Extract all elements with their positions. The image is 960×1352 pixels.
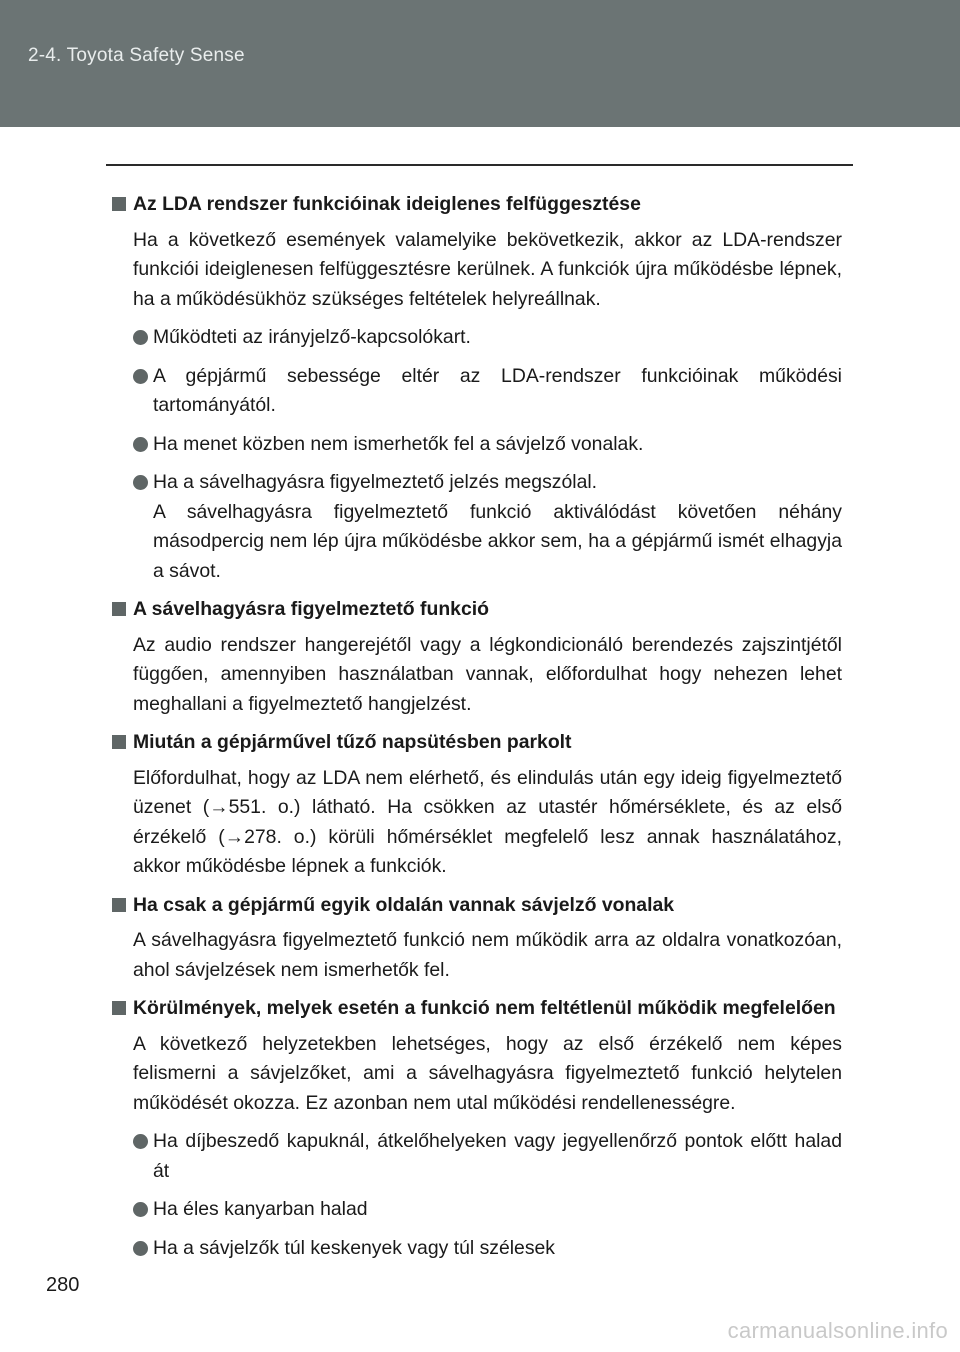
square-bullet-icon [112, 197, 126, 211]
section-paragraph: Előfordulhat, hogy az LDA nem elérhető, és elindulás után egy ideig figyelmeztető üzenet (→551. o.) látható. Ha csökken az utastér hőmérséklete, és az első érzékelő (→278. o.) körüli hőmérséklet megfelelő lesz annak használatához, akkor működésbe lépnek a funkciók. [133, 766, 842, 877]
header-bar [0, 0, 960, 127]
page-number: 280 [46, 1274, 80, 1296]
section-title: 2-4. Toyota Safety Sense [28, 45, 245, 66]
list-item: Ha díjbeszedő kapuknál, átkelőhelyeken vagy jegyellenőrző pontok előtt halad át [112, 1127, 842, 1186]
section-heading: Miután a gépjárművel tűző napsütésben parkolt [112, 728, 842, 758]
circle-bullet-icon [133, 437, 148, 452]
section-paragraph: Az audio rendszer hangerejétől vagy a légkondicionáló berendezés zajszintjétől függően, amennyiben használatban vannak, előfordulhat hogy nehezen lehet meghallani a figyelmeztető hangjelzést. [133, 633, 842, 715]
section-paragraph: Ha a következő események valamelyike bekövetkezik, akkor az LDA-rendszer funkciói ideiglenesen felfüggesztésre kerülnek. A funkciók újra működésbe lépnek, ha a működésükhöz szükséges feltételek helyreállnak. [133, 228, 842, 310]
square-bullet-icon [112, 1001, 126, 1015]
section-heading: Körülmények, melyek esetén a funkció nem feltétlenül működik megfelelően [112, 994, 842, 1024]
section-heading: Az LDA rendszer funkcióinak ideiglenes felfüggesztése [112, 190, 842, 220]
square-bullet-icon [112, 898, 126, 912]
watermark: carmanualsonline.info [727, 1318, 948, 1343]
list-item: A gépjármű sebessége eltér az LDA-rendszer funkcióinak működési tartományától. [112, 362, 842, 421]
circle-bullet-icon [133, 1202, 148, 1217]
page-content [112, 190, 842, 1272]
section-heading: Ha csak a gépjármű egyik oldalán vannak sávjelző vonalak [112, 891, 842, 921]
list-item: Ha menet közben nem ismerhetők fel a sávjelző vonalak. [112, 430, 842, 460]
square-bullet-icon [112, 602, 126, 616]
square-bullet-icon [112, 735, 126, 749]
section-paragraph: A sávelhagyásra figyelmeztető funkció nem működik arra az oldalra vonatkozóan, ahol sávjelzések nem ismerhetők fel. [133, 929, 842, 981]
circle-bullet-icon [133, 330, 148, 345]
section-heading: A sávelhagyásra figyelmeztető funkció [112, 595, 842, 625]
circle-bullet-icon [133, 1241, 148, 1256]
list-item: Ha a sávelhagyásra figyelmeztető jelzés megszólal. A sávelhagyásra figyelmeztető funkció aktiválódást követően néhány másodpercig nem lép újra működésbe akkor sem, ha a gépjármű ismét elhagyja a sávot. [112, 468, 842, 586]
list-item: Ha a sávjelzők túl keskenyek vagy túl szélesek [112, 1234, 842, 1264]
section-paragraph: A következő helyzetekben lehetséges, hogy az első érzékelő nem képes felismerni a sávjelzőket, ami a sávelhagyásra figyelmeztető funkció helytelen működését okozza. Ez azonban nem utal működési rendellenességre. [133, 1032, 842, 1114]
circle-bullet-icon [133, 369, 148, 384]
list-item: Ha éles kanyarban halad [112, 1195, 842, 1225]
circle-bullet-icon [133, 1134, 148, 1149]
top-divider [106, 164, 853, 166]
list-item: Működteti az irányjelző-kapcsolókart. [112, 323, 842, 353]
circle-bullet-icon [133, 475, 148, 490]
